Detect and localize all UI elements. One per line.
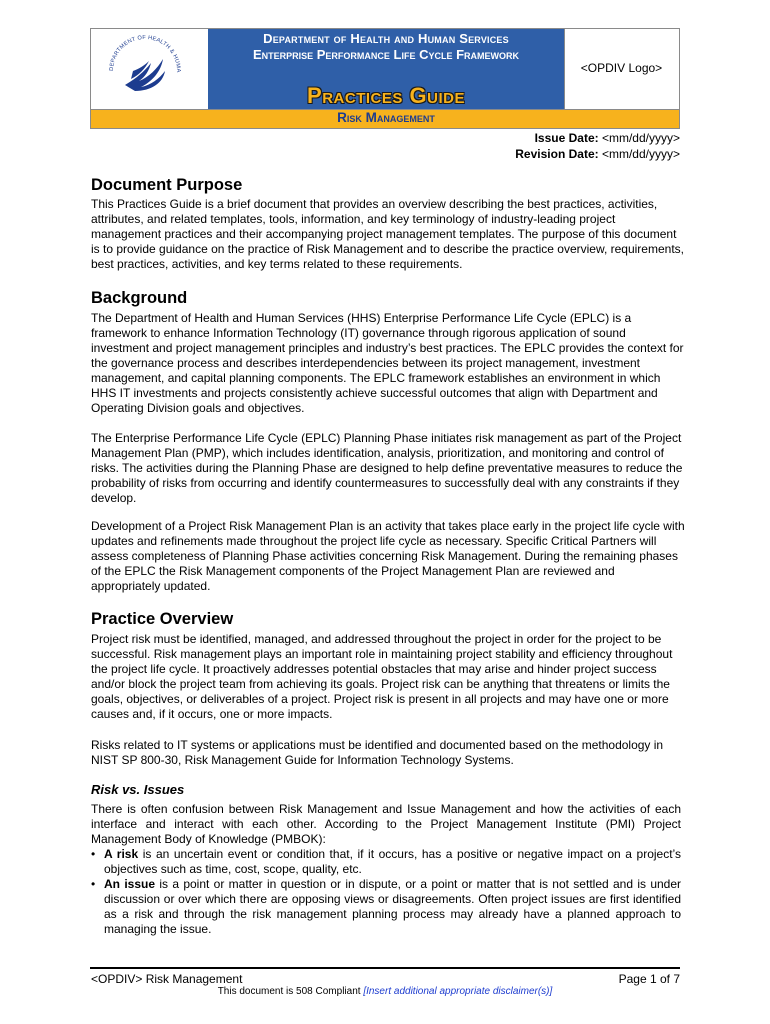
background-paragraph-1: The Department of Health and Human Services (HHS) Enterprise Performance Life Cycle (EPLC) is a framework to enhance Information Technology (IT) governance through rigorous application of sound investment and project management principles and industry’s best practices. The EPLC provides the context for the governance process and describes interdependencies between its project management, investment management, and capital planning components. The EPLC framework establishes an environment in which HHS IT investments and projects consistently achieve successful outcomes that align with Department and Operating Division goals and objectives. bbox=[91, 311, 684, 415]
seal-text: DEPARTMENT OF HEALTH & HUMA bbox=[108, 34, 182, 73]
compliance-text: This document is 508 Compliant bbox=[217, 986, 364, 997]
footer-document-name: <OPDIV> Risk Management bbox=[91, 972, 243, 986]
bullet-term: A risk bbox=[104, 847, 139, 861]
opdiv-logo-placeholder: <OPDIV Logo> bbox=[580, 61, 663, 75]
footer-page-number: Page 1 of 7 bbox=[618, 972, 680, 986]
purpose-heading: Document Purpose bbox=[91, 176, 243, 194]
background-paragraph-2: The Enterprise Performance Life Cycle (EPLC) Planning Phase initiates risk management as part of the Project Management Plan (PMP), which includes identification, analysis, prioritization, and monitoring and control of risks. The activities during the Planning Phase are designed to help define preventative measures to reduce the probability of risks from occurring and identify countermeasures to successfully deal with any constraints if they develop. bbox=[91, 431, 683, 505]
framework-name: Enterprise Performance Life Cycle Framework bbox=[252, 47, 520, 62]
overview-paragraph-2: Risks related to IT systems or applications must be identified and documented based on the methodology in NIST SP 800-30, Risk Management Guide for Information Technology Systems. bbox=[91, 738, 664, 767]
list-item bbox=[91, 847, 681, 877]
document-type-title: Practices Guide bbox=[307, 83, 465, 108]
bullet-term: An issue bbox=[104, 877, 156, 891]
revision-date-value: <mm/dd/yyyy> bbox=[601, 147, 680, 161]
disclaimer-text: [Insert additional appropriate disclaimer(s)] bbox=[363, 986, 553, 997]
document-dates bbox=[515, 130, 680, 162]
bullet-icon: • bbox=[91, 877, 96, 891]
bullet-text: is an uncertain event or condition that, if it occurs, has a positive or negative impact on a project’s objectives such as time, cost, scope, quality, etc. bbox=[104, 847, 681, 876]
list-item bbox=[91, 877, 681, 937]
background-heading: Background bbox=[91, 289, 188, 307]
issue-date-label: Issue Date: bbox=[534, 131, 599, 145]
hhs-seal bbox=[91, 29, 207, 109]
overview-paragraph-1: Project risk must be identified, managed, and addressed throughout the project in order for the project to be successful. Risk management plays an important role in maintaining project stability and efficiency throughout the project life cycle. It proactively addresses potential obstacles that may arise and hinder project success and/or block the project team from achieving its goals. Project risk can be anything that threatens or limits the goals, objectives, or deliverables of a project. Project risk is present in all projects and may have one or more causes and, if it occurs, one or more impacts. bbox=[91, 632, 673, 721]
purpose-paragraph: This Practices Guide is a brief document that provides an overview describing the best practices, activities, attributes, and related templates, tools, information, and key terminology of industry-leading project management practices and their accompanying project management templates. The purpose of this document is to provide guidance on the practice of Risk Management and to describe the practice overview, requirements, best practices, activities, and key terms related to these requirements. bbox=[91, 197, 684, 271]
issue-date-value: <mm/dd/yyyy> bbox=[601, 131, 680, 145]
hhs-eagle-icon bbox=[91, 29, 207, 109]
department-name: Department of Health and Human Services bbox=[263, 31, 509, 46]
bullet-text: is a point or matter in question or in dispute, or a point or matter that is not settled and is under discussion or over which there are opposing views or disagreements. Often project issues are first identified as a risk and through the risk management planning process may already have a planned approach to managing the issue. bbox=[104, 877, 682, 936]
svg-text:DEPARTMENT OF HEALTH & HUMAN S bbox=[91, 29, 181, 73]
risk-vs-issues-heading: Risk vs. Issues bbox=[91, 782, 185, 797]
risk-vs-issues-paragraph: There is often confusion between Risk Management and Issue Management and how the activities of each interface and interact with each other. According to the Project Management Institute (PMI) Project Management Body of Knowledge (PMBOK): bbox=[91, 802, 681, 846]
footer-divider bbox=[90, 967, 680, 969]
overview-heading: Practice Overview bbox=[91, 610, 234, 628]
background-paragraph-3: Development of a Project Risk Management Plan is an activity that takes place early in the project life cycle with updates and refinements made throughout the project life cycle as necessary. Specific Critical Partners will assess completeness of Planning Phase activities concerning Risk Management. During the remaining phases of the EPLC the Risk Management components of the Project Management Plan are reviewed and appropriately updated. bbox=[91, 519, 685, 593]
bullet-icon: • bbox=[91, 847, 96, 861]
footer-compliance bbox=[90, 986, 680, 997]
topic-title: Risk Management bbox=[337, 110, 435, 125]
definition-list bbox=[91, 847, 681, 937]
revision-date-label: Revision Date: bbox=[515, 147, 599, 161]
